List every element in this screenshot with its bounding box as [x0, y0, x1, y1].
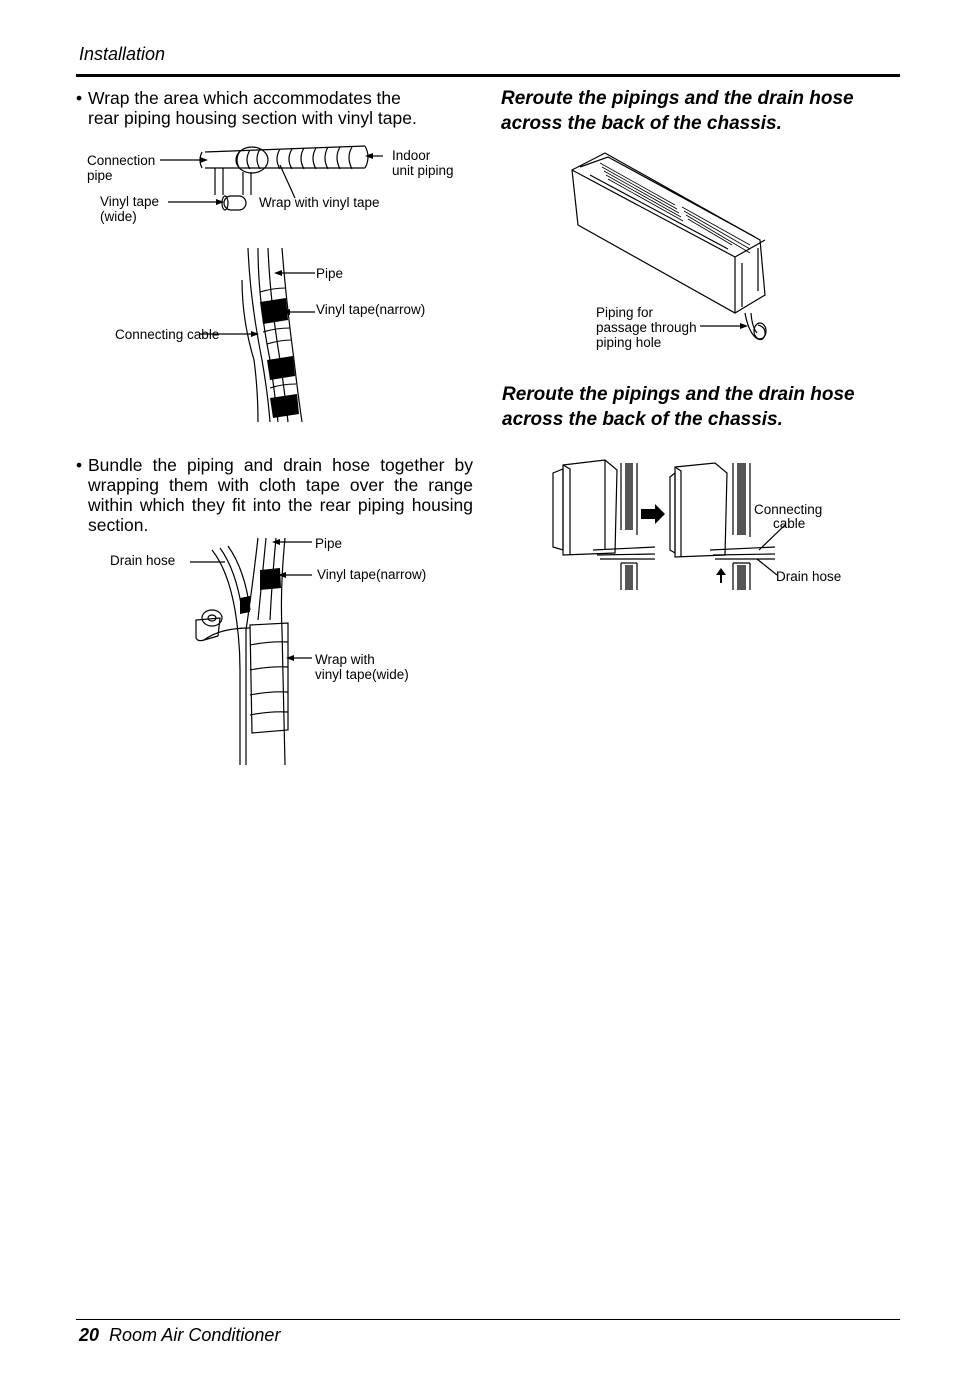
label-wrap-with-vinyl-tape: Wrap with vinyl tape — [259, 195, 380, 210]
footer — [79, 1325, 280, 1346]
label-vinyl-tape-wide-1: Vinyl tape — [100, 194, 160, 209]
label-vinyl-tape-wide-2: (wide) — [100, 209, 137, 224]
section-title: Installation — [79, 44, 166, 64]
header-rule — [76, 74, 900, 77]
heading-reroute-2 — [502, 382, 855, 432]
bullet-text: Bundle the piping and drain hose together by wrapping them with cloth tape over the range within which they fit into the rear piping housing section. — [88, 455, 473, 535]
bullet-bundle-instruction — [76, 455, 473, 535]
label-indoor-unit-2: unit piping — [392, 163, 454, 178]
footer-title: Room Air Conditioner — [109, 1325, 281, 1345]
heading-line: Reroute the pipings and the drain hose — [502, 384, 855, 405]
label-connecting-cable-2-2: cable — [773, 516, 806, 531]
label-pipe-2: Pipe — [315, 536, 343, 551]
label-piping-for-2: passage through — [596, 320, 697, 335]
bullet-marker: • — [76, 455, 83, 475]
label-drain-hose-2: Drain hose — [776, 569, 842, 584]
label-vinyl-tape-narrow-1: Vinyl tape(narrow) — [316, 302, 426, 317]
label-connection-pipe-1: Connection — [87, 153, 156, 168]
bullet-wrap-instruction — [76, 88, 433, 128]
label-wrap-with-1: Wrap with — [315, 652, 375, 667]
label-vinyl-tape-narrow-2: Vinyl tape(narrow) — [317, 567, 427, 582]
bullet-marker: • — [76, 88, 83, 108]
label-piping-for-3: piping hole — [596, 335, 662, 350]
label-connection-pipe-2: pipe — [87, 168, 113, 183]
page-number: 20 — [79, 1325, 100, 1345]
label-pipe-1: Pipe — [316, 266, 344, 281]
label-piping-for-1: Piping for — [596, 305, 654, 320]
label-drain-hose-1: Drain hose — [110, 553, 176, 568]
bullet-text: Wrap the area which accommodates the rear piping housing section with vinyl tape. — [88, 88, 417, 128]
heading-line: across the back of the chassis. — [501, 113, 782, 134]
heading-reroute-1 — [501, 86, 854, 136]
heading-line: across the back of the chassis. — [502, 409, 783, 430]
label-indoor-unit-1: Indoor — [392, 148, 431, 163]
footer-rule — [76, 1319, 900, 1320]
label-connecting-cable-2-1: Connecting — [754, 502, 823, 517]
label-connecting-cable: Connecting cable — [115, 327, 220, 342]
label-wrap-with-2: vinyl tape(wide) — [315, 667, 409, 682]
heading-line: Reroute the pipings and the drain hose — [501, 88, 854, 109]
